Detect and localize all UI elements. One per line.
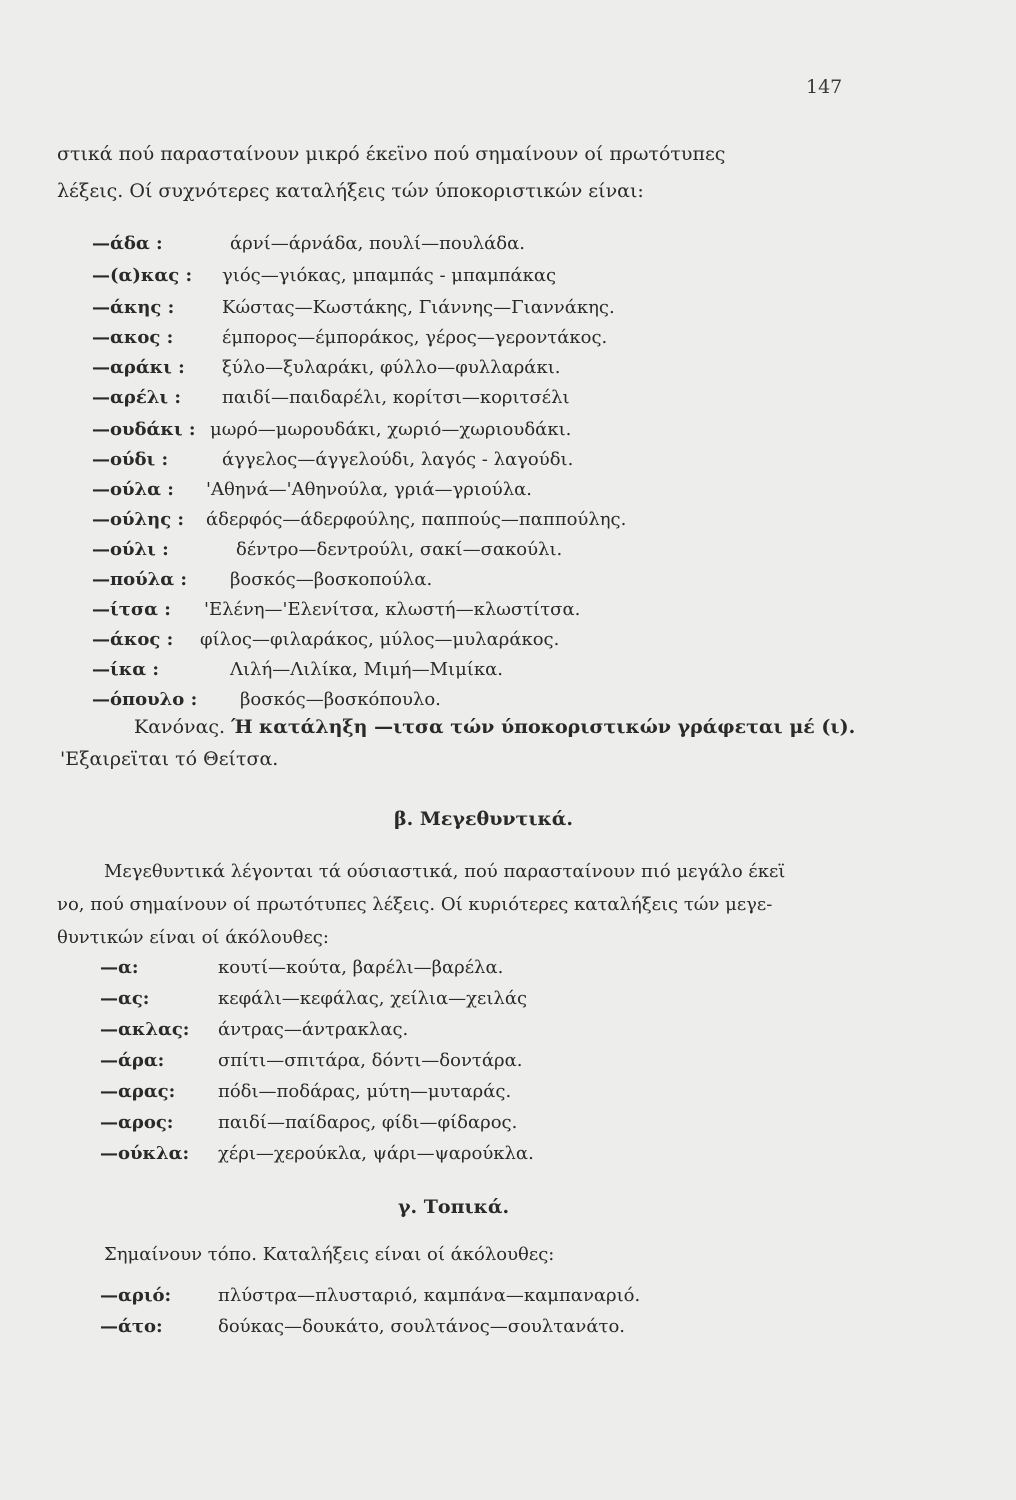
rule-line: [134, 716, 855, 738]
rule-exception: 'Εξαιρεϊται τό Θείτσα.: [60, 748, 279, 770]
suffix: —άκος :: [92, 629, 174, 650]
examples: 'Ελένη—'Ελενίτσα, κλωστή—κλωστίτσα.: [204, 599, 581, 620]
examples: γιός—γιόκας, μπαμπάς - μπαμπάκας: [222, 265, 557, 286]
suffix: —αριό:: [100, 1285, 172, 1306]
suffix: —άτο:: [100, 1316, 163, 1337]
suffix: —άδα :: [92, 233, 163, 254]
section-heading-locatives: γ. Τοπικά.: [398, 1196, 510, 1218]
intro-paragraph: [57, 136, 847, 210]
examples: πόδι—ποδάρας, μύτη—μυταράς.: [218, 1081, 512, 1102]
locatives-intro: Σημαίνουν τόπο. Καταλήξεις είναι οί άκόλουθες:: [104, 1244, 555, 1265]
examples: κουτί—κούτα, βαρέλι—βαρέλα.: [218, 957, 504, 978]
suffix: —ούλης :: [92, 509, 185, 530]
suffix: —άρα:: [100, 1050, 165, 1071]
examples: χέρι—χερούκλα, ψάρι—ψαρούκλα.: [218, 1143, 534, 1164]
suffix: —ας:: [100, 988, 150, 1009]
suffix: —(α)κας :: [92, 265, 193, 286]
rule-text: Ή κατάληξη —ιτσα τών ύποκοριστικών γράφεται μέ (ι).: [231, 716, 856, 738]
suffix: —ούλι :: [92, 539, 169, 560]
examples: μωρό—μωρουδάκι, χωριό—χωριουδάκι.: [210, 419, 572, 440]
page-number: 147: [806, 76, 843, 98]
intro-line-2: λέξεις. Οί συχνότερες καταλήξεις τών ύποκοριστικών είναι:: [57, 180, 644, 202]
suffix: —α:: [100, 957, 139, 978]
examples: φίλος—φιλαράκος, μύλος—μυλαράκος.: [200, 629, 560, 650]
suffix: —πούλα :: [92, 569, 188, 590]
suffix: —αράκι :: [92, 357, 185, 378]
examples: Λιλή—Λιλίκα, Μιμή—Μιμίκα.: [230, 659, 503, 680]
suffix: —ίτσα :: [92, 599, 171, 620]
examples: παιδί—παίδαρος, φίδι—φίδαρος.: [218, 1112, 518, 1133]
rule-label: Κανόνας.: [134, 716, 226, 738]
suffix: —ουδάκι :: [92, 419, 196, 440]
suffix: —όπουλο :: [92, 689, 198, 710]
examples: σπίτι—σπιτάρα, δόντι—δοντάρα.: [218, 1050, 523, 1071]
suffix: —αρέλι :: [92, 387, 182, 408]
suffix: —ούκλα:: [100, 1143, 190, 1164]
examples: Κώστας—Κωστάκης, Γιάννης—Γιαννάκης.: [222, 297, 615, 318]
suffix: —ίκα :: [92, 659, 159, 680]
augmentatives-intro-line-1: Μεγεθυντικά λέγονται τά ούσιαστικά, πού παρασταίνουν πιό μεγάλο έκεϊ: [104, 861, 786, 882]
examples: κεφάλι—κεφάλας, χείλια—χειλάς: [218, 988, 528, 1009]
suffix: —ακος :: [92, 327, 174, 348]
examples: βοσκός—βοσκόπουλο.: [240, 689, 441, 710]
suffix: —ακλας:: [100, 1019, 190, 1040]
examples: πλύστρα—πλυσταριό, καμπάνα—καμπαναριό.: [218, 1285, 641, 1306]
suffix: —αρας:: [100, 1081, 176, 1102]
examples: 'Αθηνά—'Αθηνούλα, γριά—γριούλα.: [206, 479, 532, 500]
examples: άγγελος—άγγελούδι, λαγός - λαγούδι.: [222, 449, 574, 470]
examples: ξύλο—ξυλαράκι, φύλλο—φυλλαράκι.: [222, 357, 561, 378]
examples: δέντρο—δεντρούλι, σακί—σακούλι.: [236, 539, 563, 560]
examples: άντρας—άντρακλας.: [218, 1019, 409, 1040]
examples: βοσκός—βοσκοπούλα.: [230, 569, 433, 590]
augmentatives-intro-line-3: θυντικών είναι οί άκόλουθες:: [57, 927, 329, 948]
examples: παιδί—παιδαρέλι, κορίτσι—κοριτσέλι: [222, 387, 570, 408]
examples: έμπορος—έμποράκος, γέρος—γεροντάκος.: [222, 327, 608, 348]
intro-line-1: στικά πού παρασταίνουν μικρό έκεϊνο πού σημαίνουν οί πρωτότυπες: [57, 143, 726, 165]
examples: άδερφός—άδερφούλης, παππούς—παππούλης.: [206, 509, 627, 530]
examples: άρνί—άρνάδα, πουλί—πουλάδα.: [230, 233, 525, 254]
augmentatives-intro-line-2: νο, πού σημαίνουν οί πρωτότυπες λέξεις. Οί κυριότερες καταλήξεις τών μεγε-: [57, 894, 773, 915]
section-heading-augmentatives: β. Μεγεθυντικά.: [394, 808, 574, 830]
suffix: —άκης :: [92, 297, 175, 318]
suffix: —αρος:: [100, 1112, 174, 1133]
suffix: —ούλα :: [92, 479, 174, 500]
examples: δούκας—δουκάτο, σουλτάνος—σουλτανάτο.: [218, 1316, 626, 1337]
suffix: —ούδι :: [92, 449, 169, 470]
augmentatives-intro: [57, 855, 847, 954]
